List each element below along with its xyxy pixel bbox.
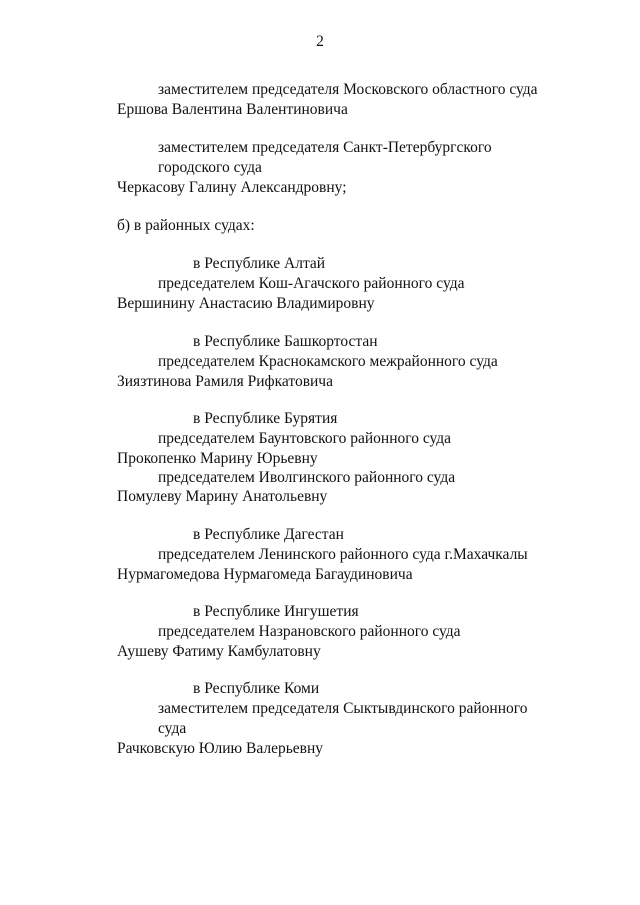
region-heading: в Республике Бурятия xyxy=(193,410,338,427)
section-header: б) в районных судах: xyxy=(117,217,255,234)
person-name: Помулеву Марину Анатольевну xyxy=(117,488,328,505)
position-line: заместителем председателя Санкт-Петербургского xyxy=(158,139,492,156)
region-heading: в Республике Ингушетия xyxy=(193,603,359,620)
position-line: председателем Краснокамского межрайонного суда xyxy=(158,353,498,370)
person-name: Нурмагомедова Нурмагомеда Багаудиновича xyxy=(117,566,413,583)
position-line: председателем Иволгинского районного суда xyxy=(158,469,456,486)
page-number: 2 xyxy=(316,33,324,50)
person-name: Аушеву Фатиму Камбулатовну xyxy=(117,643,321,660)
person-name: Черкасову Галину Александровну; xyxy=(117,179,347,196)
person-name: Прокопенко Марину Юрьевну xyxy=(117,450,318,467)
region-heading: в Республике Коми xyxy=(193,680,320,697)
position-line: заместителем председателя Сыктывдинского районного xyxy=(158,700,528,717)
position-line: председателем Назрановского районного суда xyxy=(158,623,461,640)
position-line: председателем Ленинского районного суда г.Махачкалы xyxy=(158,546,528,563)
person-name: Ершова Валентина Валентиновича xyxy=(117,101,348,118)
position-line: председателем Баунтовского районного суда xyxy=(158,430,452,447)
position-line: заместителем председателя Московского областного суда xyxy=(158,81,538,98)
position-line: суда xyxy=(158,720,187,737)
position-line: городского суда xyxy=(158,159,262,176)
person-name: Вершинину Анастасию Владимировну xyxy=(117,295,375,312)
region-heading: в Республике Дагестан xyxy=(193,526,344,543)
region-heading: в Республике Алтай xyxy=(193,255,326,272)
person-name: Зиязтинова Рамиля Рифкатовича xyxy=(117,373,333,390)
position-line: председателем Кош-Агачского районного суда xyxy=(158,275,465,292)
person-name: Рачковскую Юлию Валерьевну xyxy=(117,740,324,757)
region-heading: в Республике Башкортостан xyxy=(193,333,378,350)
